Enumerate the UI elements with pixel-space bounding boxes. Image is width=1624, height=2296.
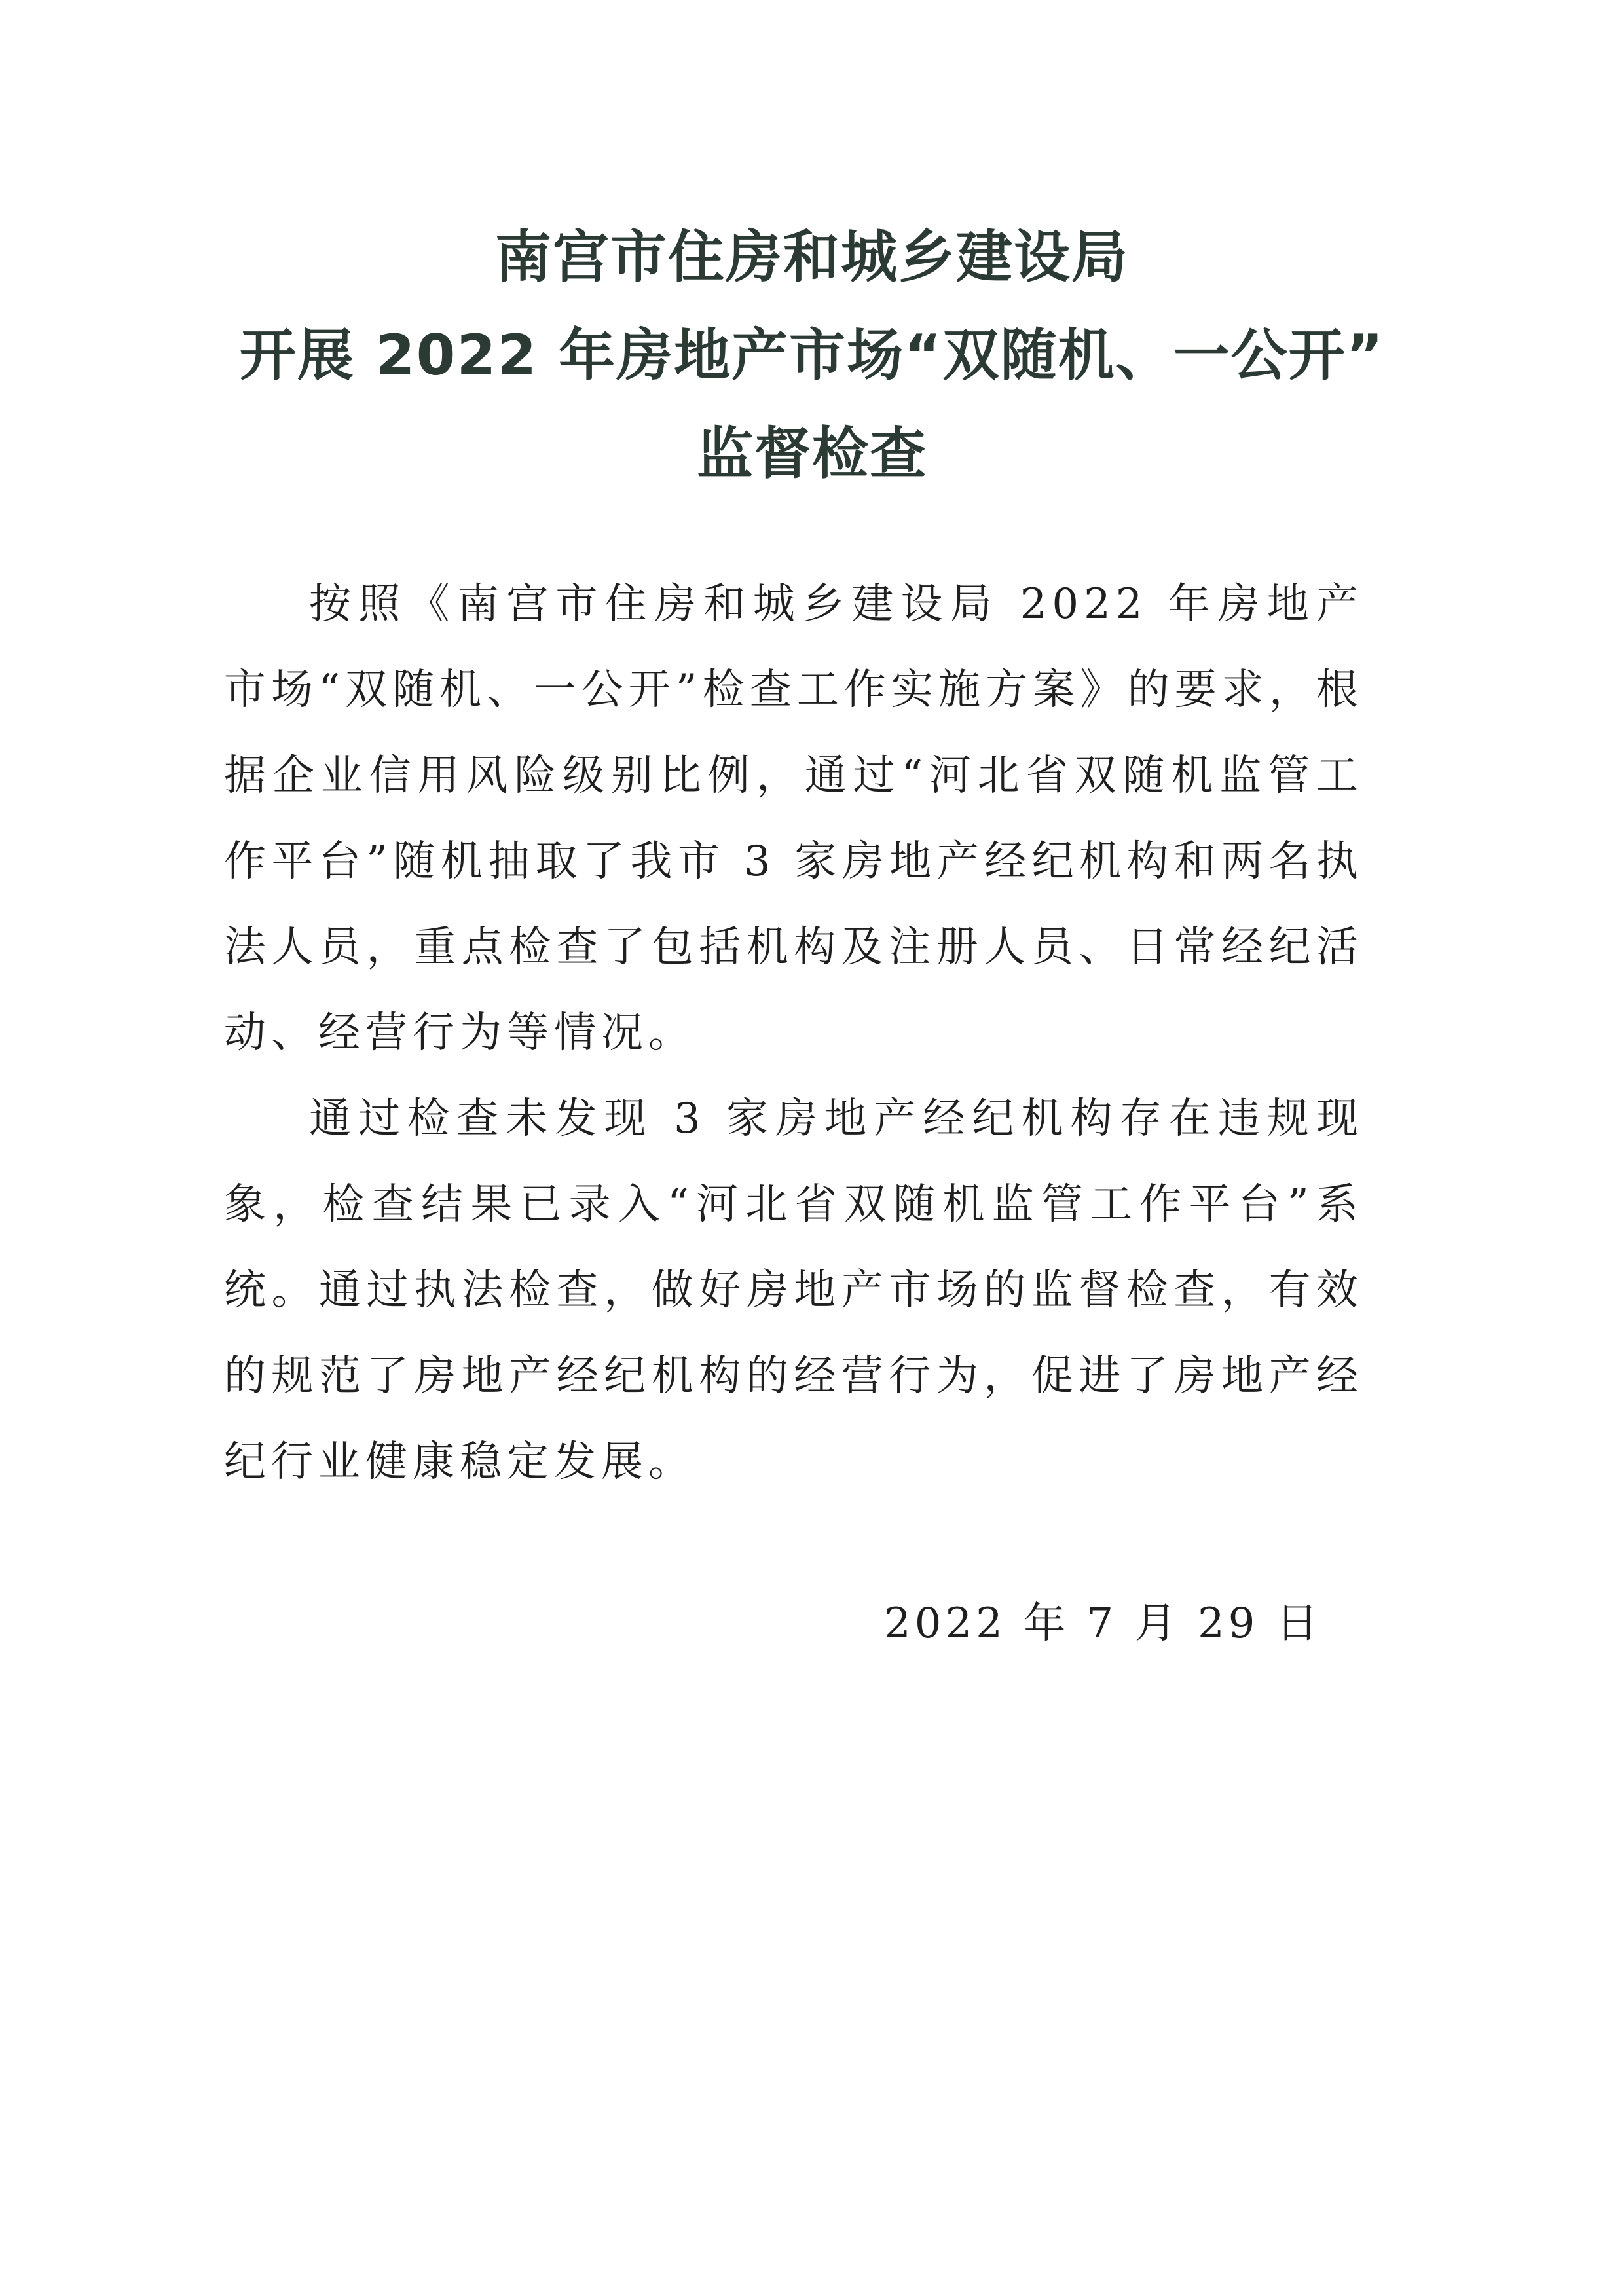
document-title: [164, 208, 1460, 503]
title-line-2: 开展 2022 年房地产市场“双随机、一公开”: [239, 323, 1385, 388]
document-body: [224, 562, 1363, 1505]
title-line-3: 监督检查: [697, 421, 927, 486]
body-paragraph-2: 通过检查未发现 3 家房地产经纪机构存在违规现象，检查结果已录入“河北省双随机监管工作平台”系统。通过执法检查，做好房地产市场的监督检查，有效的规范了房地产经纪机构的经营行为，促进了房地产经纪行业健康稳定发展。: [224, 1095, 1363, 1486]
body-paragraph-1: 按照《南宫市住房和城乡建设局 2022 年房地产市场“双随机、一公开”检查工作实施方案》的要求，根据企业信用风险级别比例，通过“河北省双随机监管工作平台”随机抽取了我市 3 家房地产经纪机构和两名执法人员，重点检查了包括机构及注册人员、日常经纪活动、经营行为等情况。: [224, 580, 1363, 1057]
document-date: 2022 年 7 月 29 日: [884, 1599, 1322, 1648]
title-line-1: 南宫市住房和城乡建设局: [495, 225, 1129, 290]
